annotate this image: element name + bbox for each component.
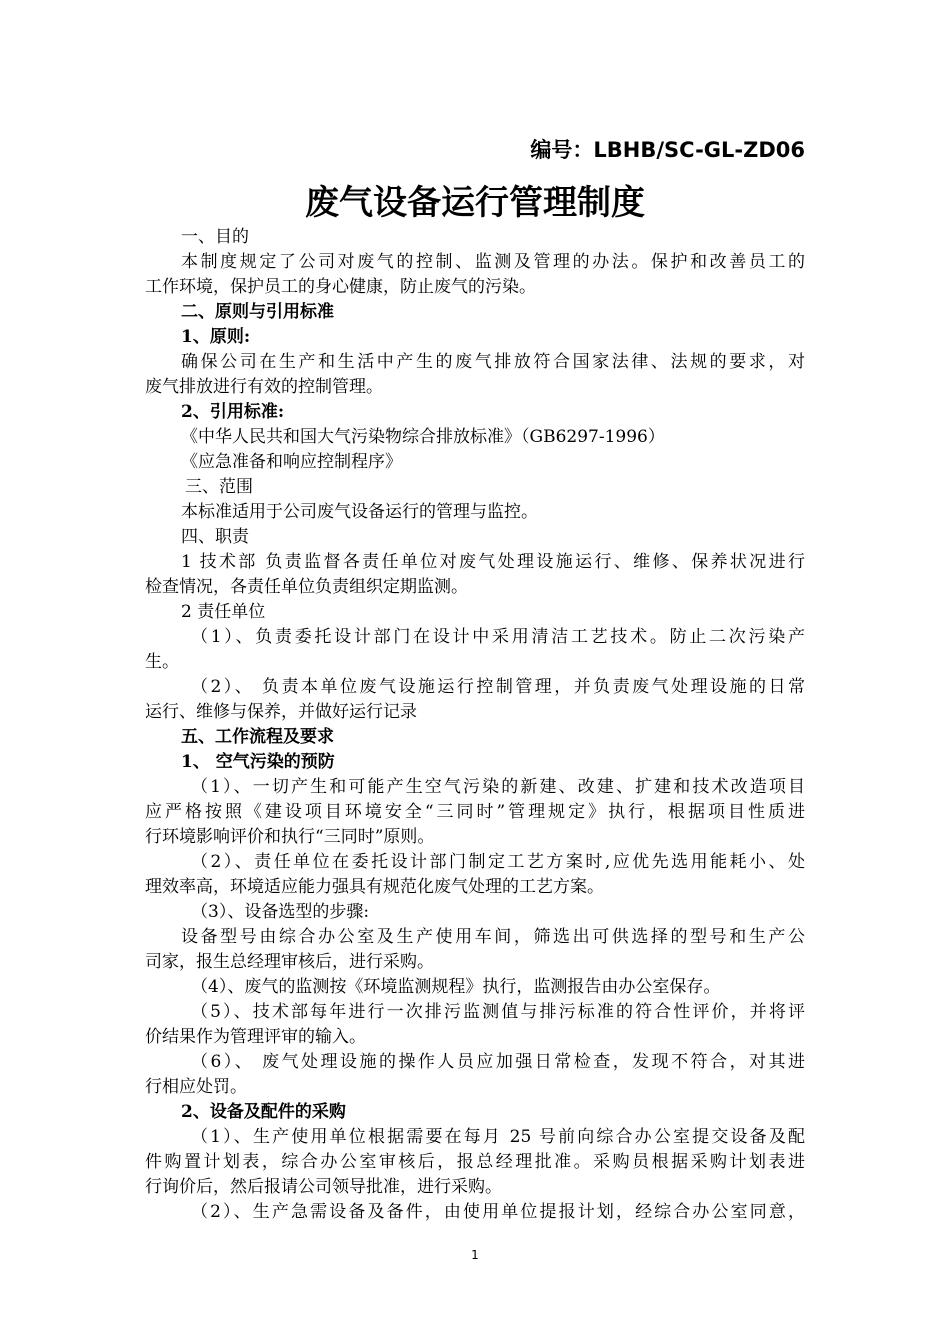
page-number: 1 xyxy=(471,1248,479,1262)
paragraph-line: （1）、一切产生和可能产生空气污染的新建、改建、扩建和技术改造项目 xyxy=(191,777,805,797)
section-heading-workflow: 五、工作流程及要求 xyxy=(181,727,334,747)
paragraph-line: 检查情况，各责任单位负责组织定期监测。 xyxy=(145,577,468,597)
subsection-heading-standards: 2、引用标准: xyxy=(181,402,285,422)
paragraph-line: 生。 xyxy=(145,652,179,672)
document-body xyxy=(145,225,805,1225)
paragraph-line: 本标准适用于公司废气设备运行的管理与监控。 xyxy=(181,502,538,522)
paragraph-line: （3）、设备选型的步骤: xyxy=(191,902,370,922)
paragraph-line: 确保公司在生产和生活中产生的废气排放符合国家法律、法规的要求，对 xyxy=(181,352,805,372)
paragraph-line: 运行、维修与保养，并做好运行记录 xyxy=(145,702,417,722)
paragraph-line: 应严格按照《建设项目环境安全“三同时”管理规定》执行，根据项目性质进 xyxy=(145,802,805,822)
paragraph-line: 理效率高，环境适应能力强具有规范化废气处理的工艺方案。 xyxy=(145,877,604,897)
paragraph-line: 价结果作为管理评审的输入。 xyxy=(145,1027,366,1047)
document-title: 废气设备运行管理制度 xyxy=(305,183,645,223)
document-number: 编号：LBHB/SC-GL-ZD06 xyxy=(530,138,805,162)
paragraph-line: （1）、负责委托设计部门在设计中采用清洁工艺技术。防止二次污染产 xyxy=(191,627,805,647)
paragraph-line: 废气排放进行有效的控制管理。 xyxy=(145,377,383,397)
section-heading-duties: 四、职责 xyxy=(181,527,249,547)
paragraph-line: 设备型号由综合办公室及生产使用车间，筛选出可供选择的型号和生产公 xyxy=(181,927,805,947)
subsection-heading-procurement: 2、设备及配件的采购 xyxy=(181,1102,346,1122)
subsection-heading-principle: 1、原则: xyxy=(181,327,251,347)
paragraph-line: （2）、责任单位在委托设计部门制定工艺方案时,应优先选用能耗小、处 xyxy=(191,852,805,872)
standard-reference: 《中华人民共和国大气污染物综合排放标准》（GB6297-1996） xyxy=(181,427,665,447)
paragraph-line: 行环境影响评价和执行“三同时”原则。 xyxy=(145,827,435,847)
paragraph-line: （1）、生产使用单位根据需要在每月 25 号前向综合办公室提交设备及配 xyxy=(191,1127,805,1147)
paragraph-line: （6）、 废气处理设施的操作人员应加强日常检查，发现不符合，对其进 xyxy=(191,1052,805,1072)
paragraph-line: （4）、废气的监测按《环境监测规程》执行，监测报告由办公室保存。 xyxy=(191,977,721,997)
paragraph-line: 行相应处罚。 xyxy=(145,1077,247,1097)
section-heading-scope: 三、范围 xyxy=(185,477,253,497)
paragraph-line: 司家，报生总经理审核后，进行采购。 xyxy=(145,952,434,972)
paragraph-line: 件购置计划表，综合办公室审核后，报总经理批准。采购员根据采购计划表进 xyxy=(145,1152,805,1172)
paragraph-line: （2）、 负责本单位废气设施运行控制管理，并负责废气处理设施的日常 xyxy=(191,677,805,697)
paragraph-line: 行询价后，然后报请公司领导批准，进行采购。 xyxy=(145,1177,502,1197)
paragraph-line: （2）、生产急需设备及备件，由使用单位提报计划，经综合办公室同意， xyxy=(191,1202,805,1222)
standard-reference: 《应急准备和响应控制程序》 xyxy=(181,452,402,472)
paragraph-line: 1 技术部 负责监督各责任单位对废气处理设施运行、维修、保养状况进行 xyxy=(181,552,805,572)
paragraph-line: 工作环境，保护员工的身心健康，防止废气的污染。 xyxy=(145,277,536,297)
section-heading-purpose: 一、目的 xyxy=(181,227,249,247)
subsection-heading-prevention: 1、 空气污染的预防 xyxy=(181,752,335,772)
paragraph-line: 本制度规定了公司对废气的控制、监测及管理的办法。保护和改善员工的 xyxy=(181,252,805,272)
section-heading-principles: 二、原则与引用标准 xyxy=(181,302,334,322)
paragraph-line: 2 责任单位 xyxy=(181,602,266,622)
paragraph-line: （5）、技术部每年进行一次排污监测值与排污标准的符合性评价，并将评 xyxy=(191,1002,805,1022)
